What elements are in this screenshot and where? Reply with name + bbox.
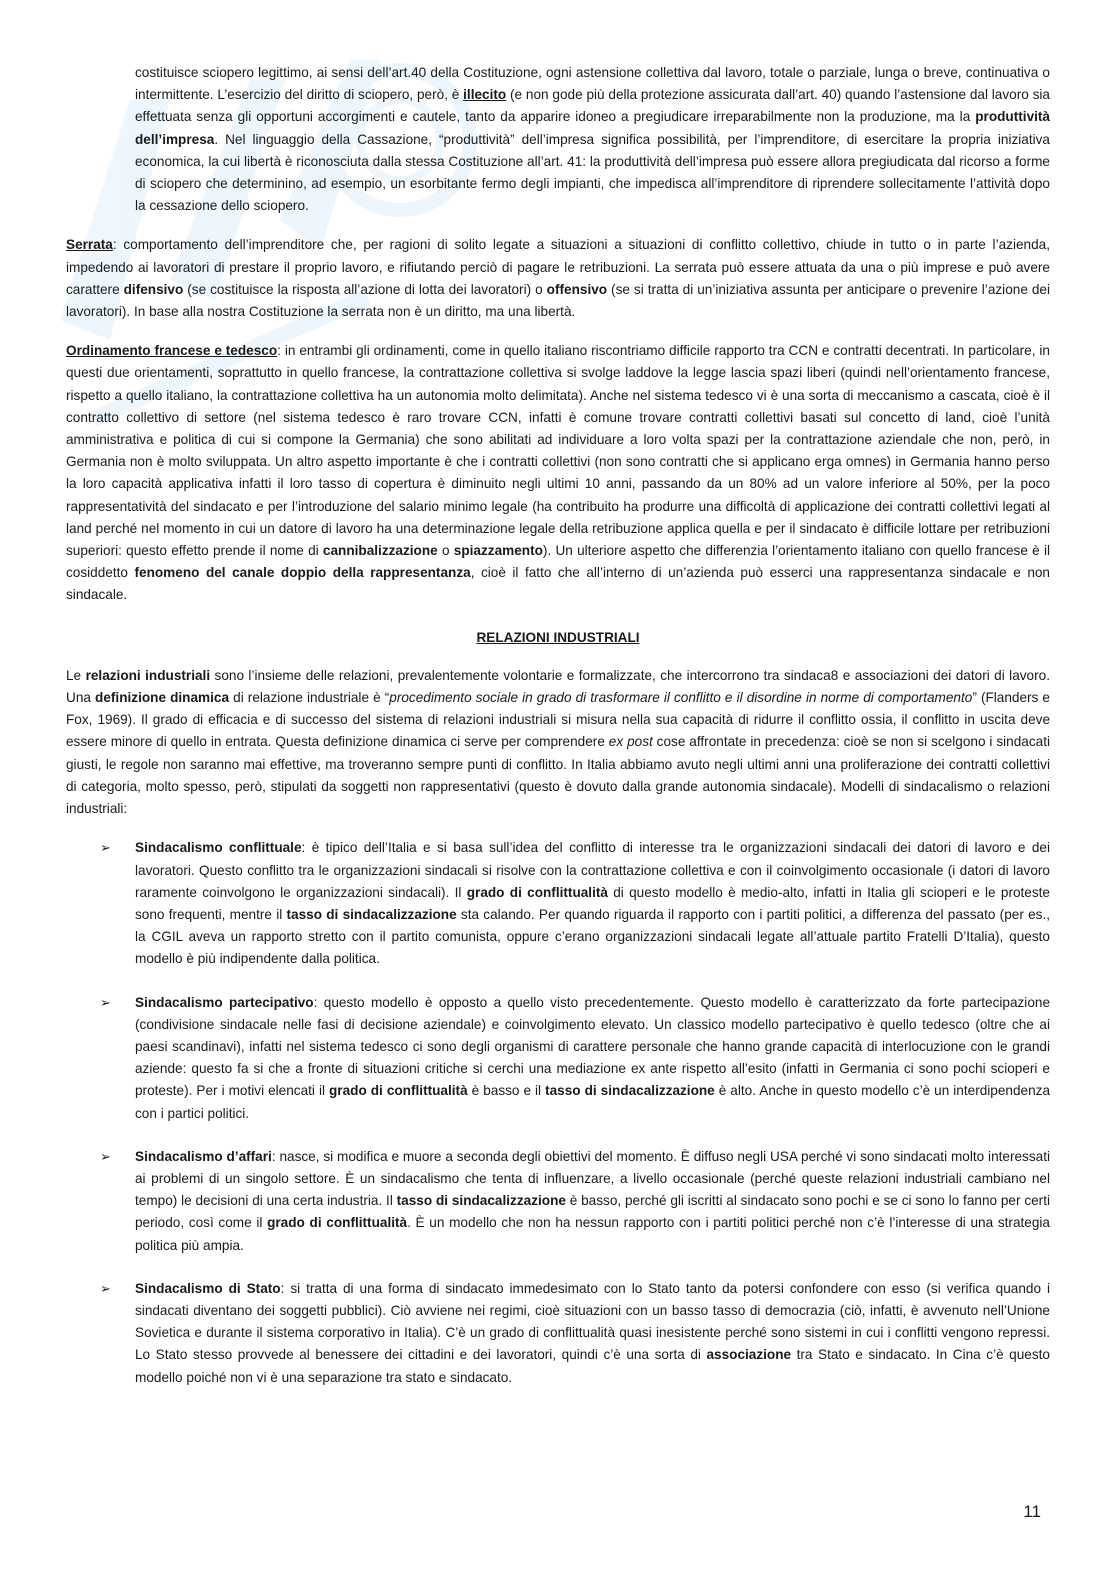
- section-heading: RELAZIONI INDUSTRIALI: [476, 629, 640, 645]
- quote-definition: procedimento sociale in grado di trasformare il conflitto e il disordine in norme di comportamento: [389, 690, 973, 706]
- keyword-spiazzamento: spiazzamento: [453, 543, 543, 559]
- page-number: 11: [1023, 1502, 1041, 1521]
- list-item-partecipativo: ➢ Sindacalismo partecipativo: questo modello è opposto a quello visto precedentemente. Questo modello è caratterizzato da forte partecipazione (condivisione sindacale nelle fasi di decisione aziendale) e coinvolgimento elevato. Un classico modello partecipativo è quello tedesco (oltre che ai paesi scandinavi), infatti nel sistema tedesco ci sono degli organismi di carattere personale che hanno grande capacità di interlocuzione con le grandi aziende: questo fa si che a fronte di situazioni critiche si cerchi una mediazione ex ante rispetto all’esito (infatti in Germania ci sono pochi scioperi e proteste). Per i motivi elencati il grado di conflittualità è basso e il tasso di sindacalizzazione è alto. Anche in questo modello c’è un interdipendenza con i partici politici.: [66, 992, 1050, 1125]
- keyword-produttivita: produttività dell’impresa: [135, 109, 1050, 147]
- keyword-difensivo: difensivo: [123, 281, 184, 297]
- arrow-bullet-icon: ➢: [100, 1148, 111, 1164]
- keyword-relazioni-industriali: relazioni industriali: [85, 667, 211, 683]
- model-title: Sindacalismo d’affari: [135, 1148, 272, 1164]
- document-page: [66, 62, 1050, 1410]
- models-list: [66, 837, 1050, 1388]
- keyword-cannibalizzazione: cannibalizzazione: [322, 543, 438, 559]
- list-item-conflittuale: ➢ Sindacalismo conflittuale: è tipico dell’Italia e si basa sull’idea del conflitto di interesse tra le organizzazioni sindacali dei datori di lavoro e dei lavoratori. Questo conflitto tra le organizzazioni sindacali si risolve con la contrattazione collettiva e con il coinvolgimento occasionale (i datori di lavoro raramente coinvolgono le organizzazioni sindacali). Il grado di conflittualità di questo modello è medio-alto, infatti in Italia gli scioperi e le proteste sono frequenti, mentre il tasso di sindacalizzazione sta calando. Per quando riguarda il rapporto con i partiti politici, a differenza del passato (per es., la CGIL aveva un rapporto stretto con il partito comunista, oppure c’erano organizzazioni sindacali legate all’attuale partito Fratelli D’Italia), questo modello è più indipendente dalla politica.: [66, 837, 1050, 970]
- arrow-bullet-icon: ➢: [100, 1280, 111, 1296]
- list-item-affari: ➢ Sindacalismo d’affari: nasce, si modifica e muore a seconda degli obiettivi del momento. È diffuso negli USA perché vi sono sindacati molto interessati ai problemi di un singolo settore. È un sindacalismo che tenta di influenzare, a livello occasionale (perché queste relazioni industriali cambiano nel tempo) le decisioni di una certa industria. Il tasso di sindacalizzazione è basso, perché gli iscritti al sindacato sono pochi e se ci sono lo fanno per certi periodo, così come il grado di conflittualità. È un modello che non ha nessun rapporto con i partiti politici perché non c’è l’interesse di una strategia politica più ampia.: [66, 1146, 1050, 1257]
- keyword-offensivo: offensivo: [546, 281, 608, 297]
- paragraph-relazioni: Le relazioni industriali sono l’insieme delle relazioni, prevalentemente volontarie e formalizzate, che intercorrono tra sindaca8 e associazioni dei datori di lavoro. Una definizione dinamica di relazione industriale è “procedimento sociale in grado di trasformare il conflitto e il disordine in norme di comportamento” (Flanders e Fox, 1969). Il grado di efficacia e di successo del sistema di relazioni industriali si misura nella sua capacità di ridurre il conflitto ossia, il conflitto in uscita deve essere minore di quello in entrata. Questa definizione dinamica ci serve per comprendere ex post cose affrontate in precedenza: cioè se non si scelgono i sindacati giusti, le regole non saranno mai effettive, ma troveranno sempre punti di conflitto. In Italia abbiamo avuto negli ultimi anni una proliferazione dei contratti collettivi di categoria, molto spesso, però, stipulati da soggetti non rappresentativi (questo è dovuto dalla grande autonomia sindacale). Modelli di sindacalismo o relazioni industriali:: [66, 667, 1050, 817]
- paragraph-sciopero: costituisce sciopero legittimo, ai sensi dell’art.40 della Costituzione, ogni astensione collettiva dal lavoro, totale o parziale, lunga o breve, continuativa o intermittente. L’esercizio del diritto di sciopero, però, è illecito (e non gode più della protezione assicurata dall’art. 40) quando l’astensione dal lavoro sia effettuata senza gli opportuni accorgimenti e cautele, tanto da apparire idoneo a pregiudicare irreparabilmente non la produzione, ma la produttività dell’impresa. Nel linguaggio della Cassazione, “produttività” dell’impresa significa possibilità, per l’imprenditore, di esercitare la propria iniziativa economica, la cui libertà è riconosciuta dalla stessa Costituzione all’art. 41: la produttività dell’impresa può essere allora pregiudicata dal ricorso a forme di sciopero che determinino, ad esempio, un esorbitante fermo degli impianti, che impedisca all’imprenditore di riprendere sollecitamente l’attività dopo la cessazione dello sciopero.: [135, 65, 1050, 214]
- model-title: Sindacalismo partecipativo: [135, 994, 314, 1010]
- ex-post: ex post: [608, 734, 653, 750]
- paragraph-ordinamento: Ordinamento francese e tedesco: in entrambi gli ordinamenti, come in quello italiano riscontriamo difficile rapporto tra CCN e contratti decentrati. In particolare, in questi due orientamenti, soprattutto in quello francese, la contrattazione collettiva si svolge laddove la legge lascia spazi liberi (quindi nell’orientamento francese, rispetto a quello italiano, la contrattazione collettiva ha un autonomia molto delimitata). Anche nel sistema tedesco vi è una sorta di meccanismo a cascata, cioè è il contratto collettivo di settore (nel sistema tedesco è raro trovare CCN, infatti è comune trovare contratti collettivi basati sul concetto di land, cioè l’unità amministrativa e politica di cui si compone la Germania) che sono abilitati ad individuare a loro volta spazi per la contrattazione aziendale che non, però, in Germania non è molto sviluppata. Un altro aspetto importante è che i contratti collettivi (non sono contratti che si applicano erga omnes) in Germania hanno perso la loro capacità applicativa infatti il loro tasso di copertura è diminuito negli ultimi 10 anni, passando da un 80% ad un valore inferiore al 50%, per la poco rappresentatività del sindacato e per l’introduzione del salario minimo legale (ha contribuito ha produrre una difficoltà di applicazione dei contratti collettivi legati al land perché nel momento in cui un datore di lavoro ha una determinazione legale della retribuzione applica quella e per il sindacato è difficile lottare per retribuzioni superiori: questo effetto prende il nome di cannibalizzazione o spiazzamento). Un ulteriore aspetto che differenzia l’orientamento italiano con quello francese è il cosiddetto fenomeno del canale doppio della rappresentanza, cioè il fatto che all’interno di un’azienda può esserci una rappresentanza sindacale e non sindacale.: [66, 343, 1050, 603]
- term-serrata: Serrata: [66, 237, 113, 253]
- arrow-bullet-icon: ➢: [100, 840, 111, 856]
- model-title: Sindacalismo conflittuale: [135, 840, 302, 856]
- arrow-bullet-icon: ➢: [100, 994, 111, 1010]
- list-item-stato: ➢ Sindacalismo di Stato: si tratta di una forma di sindacato immedesimato con lo Stato tanto da potersi confondere con esso (si verifica quando i sindacati diventano dei soggetti pubblici). Ciò avviene nei regimi, cioè situazioni con un basso tasso di democrazia (ciò, infatti, è avvenuto nell’Unione Sovietica e durante il sistema corporativo in Italia). C’è un grado di conflittualità quasi inesistente perché sono sistemi in cui i conflitti vengono repressi. Lo Stato stesso provvede al benessere dei cittadini e dei lavoratori, quindi c’è una sorta di associazione tra Stato e sindacato. In Cina c’è questo modello poiché non vi è una separazione tra stato e sindacato.: [66, 1278, 1050, 1389]
- model-title: Sindacalismo di Stato: [135, 1280, 281, 1296]
- keyword-definizione-dinamica: definizione dinamica: [95, 690, 230, 706]
- keyword-illecito: illecito: [463, 87, 507, 103]
- keyword-canale-doppio: fenomeno del canale doppio della rappresentanza: [134, 565, 471, 581]
- paragraph-serrata: Serrata: comportamento dell’imprenditore che, per ragioni di solito legate a situazioni a situazioni di conflitto collettivo, chiude in tutto o in parte l’azienda, impedendo ai lavoratori di prestare il proprio lavoro, e rifiutando perciò di pagare le retribuzioni. La serrata può essere attuata da una o più imprese e può avere carattere difensivo (se costituisce la risposta all’azione di lotta dei lavoratori) o offensivo (se si tratta di un’iniziativa assunta per anticipare o prevenire l’azione dei lavoratori). In base alla nostra Costituzione la serrata non è un diritto, ma una libertà.: [66, 237, 1050, 320]
- term-ordinamento: Ordinamento francese e tedesco: [66, 343, 278, 359]
